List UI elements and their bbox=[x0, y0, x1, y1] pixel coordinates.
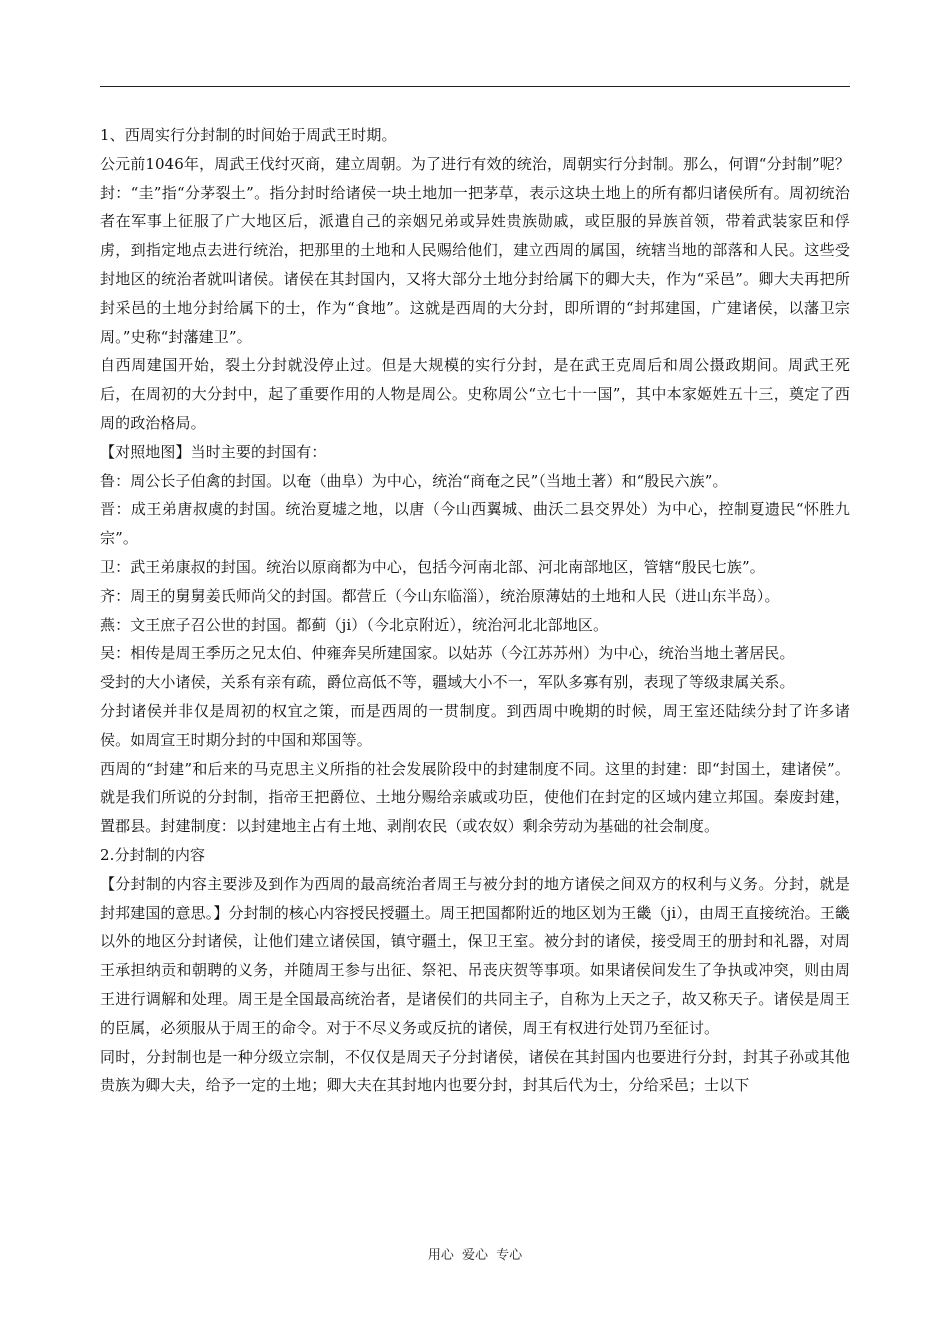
paragraph: 同时，分封制也是一种分级立宗制，不仅仅是周天子分封诸侯，诸侯在其封国内也要进行分封，封其子孙或其他贵族为卿大夫，给予一定的土地；卿大夫在其封地内也要分封，封其后代为士，分给采邑；士以下 bbox=[100, 1047, 850, 1095]
paragraph: 【对照地图】当时主要的封国有： bbox=[100, 442, 327, 461]
page-footer: 用心 爱心 专心 bbox=[427, 1248, 523, 1263]
list-item: 晋：成王弟唐叔虞的封国。统治夏墟之地，以唐（今山西翼城、曲沃二县交界处）为中心，控制夏遗民“怀胜九宗”。 bbox=[100, 500, 850, 548]
list-item: 鲁：周公长子伯禽的封国。以奄（曲阜）为中心，统治“商奄之民”（当地土著）和“殷民六族”。 bbox=[100, 471, 728, 490]
heading-section-1: 1、西周实行分封制的时间始于周武王时期。 bbox=[100, 126, 397, 144]
list-item: 燕：文王庶子召公世的封国。都蓟（ji）（今北京附近），统治河北北部地区。 bbox=[100, 615, 609, 634]
header-rule bbox=[100, 86, 850, 87]
paragraph: 公元前1046年，周武王伐纣灭商，建立周朝。为了进行有效的统治，周朝实行分封制。那么，何谓“分封制”呢？封：“圭”指“分茅裂土”。指分封时给诸侯一块土地加一把茅草，表示这块土地上的所有都归诸侯所有。周初统治者在军事上征服了广大地区后，派遣自己的亲姻兄弟或异姓贵族勋戚，或臣服的异族首领，带着武装家臣和俘虏，到指定地点去进行统治，把那里的土地和人民赐给他们，建立西周的属国，统辖当地的部落和人民。这些受封地区的统治者就叫诸侯。诸侯在其封国内，又将大部分土地分封给属下的卿大夫，作为“采邑”。卿大夫再把所封采邑的土地分封给属下的士，作为“食地”。这就是西周的大分封，即所谓的“封邦建国，广建诸侯，以藩卫宗周。”史称“封藩建卫”。 bbox=[100, 154, 850, 346]
paragraph: 分封诸侯并非仅是周初的权宜之策，而是西周的一贯制度。到西周中晚期的时候，周王室还陆续分封了许多诸侯。如周宣王时期分封的中国和郑国等。 bbox=[100, 701, 850, 749]
paragraph: 西周的“封建”和后来的马克思主义所指的社会发展阶段中的封建制度不同。这里的封建：即“封国土，建诸侯”。就是我们所说的分封制，指帝王把爵位、土地分赐给亲戚或功臣，使他们在封定的区域内建立邦国。秦废封建，置郡县。封建制度：以封建地主占有土地、剥削农民（或农奴）剩余劳动为基础的社会制度。 bbox=[100, 759, 850, 836]
paragraph: 【分封制的内容主要涉及到作为西周的最高统治者周王与被分封的地方诸侯之间双方的权利与义务。分封，就是封邦建国的意思。】分封制的核心内容授民授疆土。周王把国都附近的地区划为王畿（ji），由周王直接统治。王畿以外的地区分封诸侯，让他们建立诸侯国，镇守疆土，保卫王室。被分封的诸侯，接受周王的册封和礼器，对周王承担纳贡和朝聘的义务，并随周王参与出征、祭祀、吊丧庆贺等事项。如果诸侯间发生了争执或冲突，则由周王进行调解和处理。周王是全国最高统治者，是诸侯们的共同主子，自称为上天之子，故又称天子。诸侯是周王的臣属，必须服从于周王的命令。对于不尽义务或反抗的诸侯，周王有权进行处罚乃至征讨。 bbox=[100, 874, 850, 1037]
document-body bbox=[100, 121, 850, 1100]
list-item: 吴：相传是周王季历之兄太伯、仲雍奔吴所建国家。以姑苏（今江苏苏州）为中心，统治当地土著居民。 bbox=[100, 644, 795, 663]
paragraph: 受封的大小诸侯，关系有亲有疏，爵位高低不等，疆域大小不一，军队多寡有别，表现了等级隶属关系。 bbox=[100, 673, 795, 692]
heading-section-2: 2.分封制的内容 bbox=[100, 845, 206, 864]
list-item: 卫：武王弟康叔的封国。统治以原商都为中心，包括今河南北部、河北南部地区，管辖“殷民七族”。 bbox=[100, 557, 765, 576]
list-item: 齐：周王的舅舅姜氏师尚父的封国。都营丘（今山东临淄），统治原薄姑的土地和人民（进山东半岛）。 bbox=[100, 586, 780, 605]
paragraph: 自西周建国开始，裂土分封就没停止过。但是大规模的实行分封，是在武王克周后和周公摄政期间。周武王死后，在周初的大分封中，起了重要作用的人物是周公。史称周公“立七十一国”，其中本家姬姓五十三，奠定了西周的政治格局。 bbox=[100, 356, 850, 432]
